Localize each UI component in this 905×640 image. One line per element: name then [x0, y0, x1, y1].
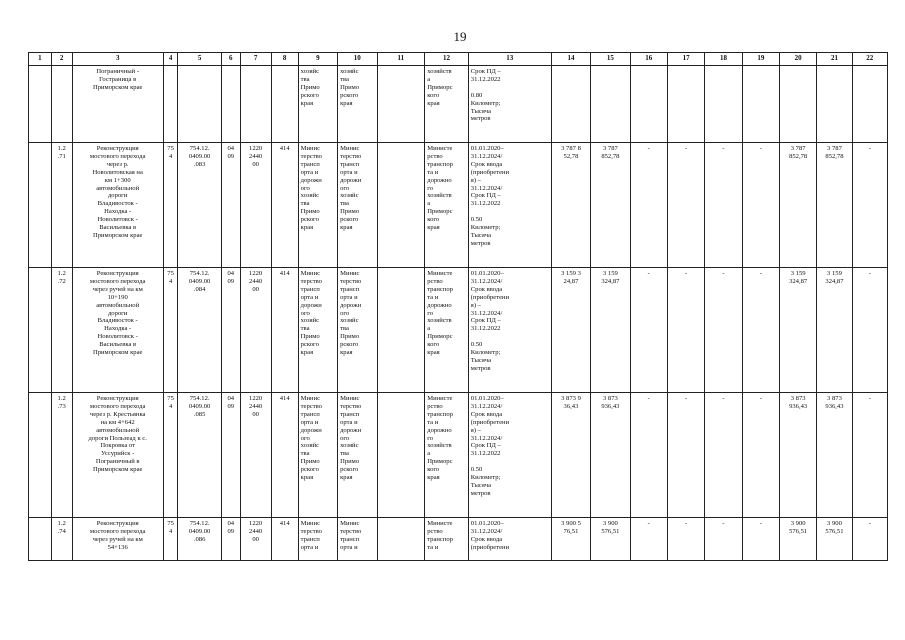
- table-cell: -: [705, 143, 742, 268]
- table-cell: [271, 66, 298, 143]
- table-cell: 1.2 .73: [51, 393, 72, 518]
- table-cell: [178, 66, 222, 143]
- table-cell: Реконструкция мостового перехода через р. Новолитовская на км 1+300 автомобильной дороги Владивосток - Находка - Новолитовск - Васильевка в Приморском крае: [72, 143, 163, 268]
- table-cell: -: [705, 268, 742, 393]
- table-cell: -: [630, 393, 667, 518]
- table-cell: Срок ПД – 31.12.2022 0.80 Километр; Тысяча метров: [468, 66, 551, 143]
- table-cell: 04 09: [221, 143, 240, 268]
- table-cell: 75 4: [163, 393, 178, 518]
- table-cell: 75 4: [163, 518, 178, 561]
- table-cell: [779, 66, 816, 143]
- table-cell: 1220 2440 00: [240, 393, 271, 518]
- table-cell: 754.12. 0409.00 .083: [178, 143, 222, 268]
- table-cell: Минис терство трансп орта и дорожн ого хозяйс тва Примо рского края: [338, 143, 377, 268]
- page-number: 19: [453, 29, 467, 44]
- column-header: 10: [338, 53, 377, 66]
- column-header: 7: [240, 53, 271, 66]
- table-cell: 3 900 5 76,51: [551, 518, 590, 561]
- column-header: 6: [221, 53, 240, 66]
- table-cell: 3 873 936,43: [591, 393, 630, 518]
- table-cell: Минис терство трансп орта и дорожн ого хозяйс тва Примо рского края: [298, 393, 337, 518]
- table-cell: Минис терство трансп орта и: [298, 518, 337, 561]
- table-cell: Министе рство транспор та и дорожно го хозяйств а Приморс кого края: [425, 393, 469, 518]
- table-cell: 04 09: [221, 518, 240, 561]
- column-header: 18: [705, 53, 742, 66]
- table-cell: -: [852, 518, 887, 561]
- table-cell: 754.12. 0409.00 .086: [178, 518, 222, 561]
- table-cell: 414: [271, 518, 298, 561]
- table-cell: 3 159 3 24,87: [551, 268, 590, 393]
- table-cell: 3 873 9 36,43: [551, 393, 590, 518]
- table-cell: [551, 66, 590, 143]
- table-cell: -: [742, 143, 779, 268]
- table-cell: Министе рство транспор та и: [425, 518, 469, 561]
- table-cell: 3 900 576,51: [779, 518, 816, 561]
- table-cell: Минис терство трансп орта и дорожн ого хозяйс тва Примо рского края: [338, 393, 377, 518]
- data-table: [28, 52, 888, 561]
- table-cell: -: [667, 143, 704, 268]
- column-header: 9: [298, 53, 337, 66]
- table-cell: 1.2 .71: [51, 143, 72, 268]
- table-cell: хозяйств а Приморс кого края: [425, 66, 469, 143]
- column-header: 19: [742, 53, 779, 66]
- table-cell: Минис терство трансп орта и: [338, 518, 377, 561]
- column-header: 13: [468, 53, 551, 66]
- table-cell: -: [742, 518, 779, 561]
- table-cell: 3 787 852,78: [817, 143, 852, 268]
- column-header: 22: [852, 53, 887, 66]
- table-row: [29, 268, 888, 393]
- column-header: 1: [29, 53, 52, 66]
- column-header: 16: [630, 53, 667, 66]
- table-cell: 04 09: [221, 393, 240, 518]
- table-cell: 3 873 936,43: [779, 393, 816, 518]
- table-cell: 414: [271, 268, 298, 393]
- table-cell: Пограничный - Гостраница в Приморском крае: [72, 66, 163, 143]
- column-header: 21: [817, 53, 852, 66]
- table-cell: 1220 2440 00: [240, 143, 271, 268]
- table-cell: [742, 66, 779, 143]
- column-header: 20: [779, 53, 816, 66]
- table-row: [29, 143, 888, 268]
- table-cell: [852, 66, 887, 143]
- table-cell: 01.01.2020– 31.12.2024/ Срок ввода (приобретени я) – 31.12.2024/ Срок ПД – 31.12.2022 0.50 Километр; Тысяча метров: [468, 143, 551, 268]
- table-cell: хозяйс тва Примо рского края: [338, 66, 377, 143]
- table-cell: -: [667, 393, 704, 518]
- table-cell: Министе рство транспор та и дорожно го хозяйств а Приморс кого края: [425, 268, 469, 393]
- table-cell: 3 900 576,51: [591, 518, 630, 561]
- table-cell: [29, 393, 52, 518]
- table-cell: -: [852, 143, 887, 268]
- table-cell: 01.01.2020– 31.12.2024/ Срок ввода (приобретени я) – 31.12.2024/ Срок ПД – 31.12.2022 0.50 Километр; Тысяча метров: [468, 393, 551, 518]
- table-cell: 754.12. 0409.00 .085: [178, 393, 222, 518]
- table-cell: -: [630, 143, 667, 268]
- header-row: [29, 53, 888, 66]
- table-cell: [29, 143, 52, 268]
- column-header: 3: [72, 53, 163, 66]
- table-cell: 3 900 576,51: [817, 518, 852, 561]
- table-cell: хозяйс тва Примо рского края: [298, 66, 337, 143]
- table-cell: 04 09: [221, 268, 240, 393]
- table-cell: [377, 518, 425, 561]
- table-cell: 3 873 936,43: [817, 393, 852, 518]
- table-cell: [29, 518, 52, 561]
- column-header: 2: [51, 53, 72, 66]
- table-cell: [240, 66, 271, 143]
- table-cell: Реконструкция мостового перехода через р. Крестьянка на км 4+642 автомобильной дороги Пользеад к с. Покровка от Уссурийск - Пограничный в Приморском крае: [72, 393, 163, 518]
- table-cell: -: [852, 268, 887, 393]
- table-cell: [817, 66, 852, 143]
- table-cell: 414: [271, 393, 298, 518]
- table-cell: 1.2 .74: [51, 518, 72, 561]
- column-header: 8: [271, 53, 298, 66]
- table-cell: 3 787 852,78: [591, 143, 630, 268]
- table-cell: [630, 66, 667, 143]
- table-cell: 3 787 852,78: [779, 143, 816, 268]
- table-cell: [29, 268, 52, 393]
- table-cell: [705, 66, 742, 143]
- table-cell: 75 4: [163, 143, 178, 268]
- table-cell: 414: [271, 143, 298, 268]
- table-cell: [377, 143, 425, 268]
- table-cell: [163, 66, 178, 143]
- table-cell: 1220 2440 00: [240, 268, 271, 393]
- table-cell: -: [667, 518, 704, 561]
- table-row: [29, 66, 888, 143]
- table-cell: Министе рство транспор та и дорожно го хозяйств а Приморс кого края: [425, 143, 469, 268]
- table-cell: 01.01.2020– 31.12.2024/ Срок ввода (приобретени: [468, 518, 551, 561]
- column-header: 14: [551, 53, 590, 66]
- table-cell: [51, 66, 72, 143]
- table-cell: Реконструкция мостового перехода через ручей на км 54+136: [72, 518, 163, 561]
- table-cell: 754.12. 0409.00 .084: [178, 268, 222, 393]
- table-cell: -: [705, 393, 742, 518]
- column-header: 11: [377, 53, 425, 66]
- table-cell: -: [705, 518, 742, 561]
- table-cell: Реконструкция мостового перехода через ручей на км 10+190 автомобильной дороги Владивосток - Находка - Новолитовск - Васильевка в Приморском крае: [72, 268, 163, 393]
- table-cell: -: [852, 393, 887, 518]
- table-cell: [377, 268, 425, 393]
- table-cell: -: [630, 518, 667, 561]
- table-cell: 3 159 324,87: [817, 268, 852, 393]
- table-cell: -: [742, 393, 779, 518]
- table-cell: 3 159 324,87: [591, 268, 630, 393]
- table-cell: [591, 66, 630, 143]
- table-cell: -: [667, 268, 704, 393]
- table-cell: Минис терство трансп орта и дорожн ого хозяйс тва Примо рского края: [298, 143, 337, 268]
- column-header: 17: [667, 53, 704, 66]
- table-cell: [377, 66, 425, 143]
- table-row: [29, 393, 888, 518]
- column-header: 12: [425, 53, 469, 66]
- column-header: 4: [163, 53, 178, 66]
- table-cell: Минис терство трансп орта и дорожн ого хозяйс тва Примо рского края: [338, 268, 377, 393]
- table-cell: 75 4: [163, 268, 178, 393]
- column-header: 15: [591, 53, 630, 66]
- table-cell: -: [630, 268, 667, 393]
- table-cell: [29, 66, 52, 143]
- table-cell: Минис терство трансп орта и дорожн ого хозяйс тва Примо рского края: [298, 268, 337, 393]
- table-cell: 1.2 .72: [51, 268, 72, 393]
- table-cell: [667, 66, 704, 143]
- table-cell: 1220 2440 00: [240, 518, 271, 561]
- table-cell: 3 159 324,87: [779, 268, 816, 393]
- table-cell: 01.01.2020– 31.12.2024/ Срок ввода (приобретени я) – 31.12.2024/ Срок ПД – 31.12.2022 0.50 Километр; Тысяча метров: [468, 268, 551, 393]
- table-row: [29, 518, 888, 561]
- table-cell: -: [742, 268, 779, 393]
- column-header: 5: [178, 53, 222, 66]
- table-cell: 3 787 8 52,78: [551, 143, 590, 268]
- table-cell: [221, 66, 240, 143]
- table-cell: [377, 393, 425, 518]
